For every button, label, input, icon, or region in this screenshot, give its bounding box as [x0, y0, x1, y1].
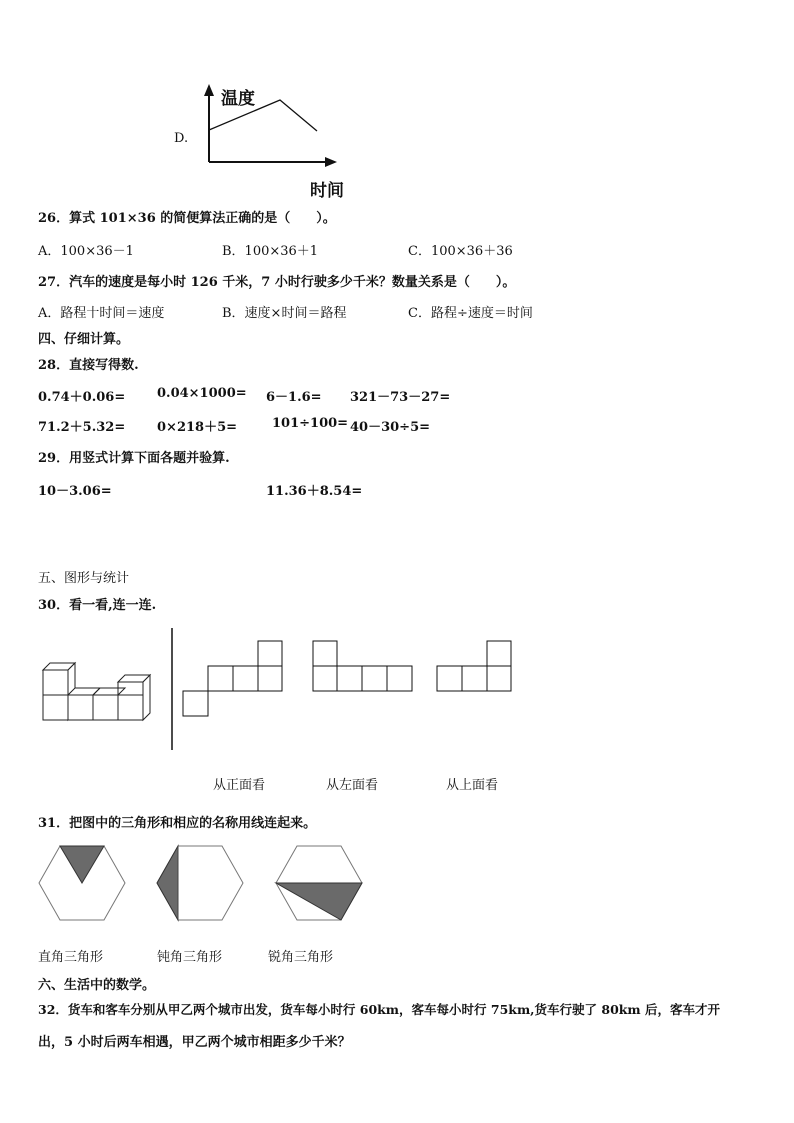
q28-r1-c2: 0.04×1000= — [157, 386, 247, 401]
q32-line-1: 32．货车和客车分别从甲乙两个城市出发，货车每小时行 60km，客车每小时行 75km,货车行驶了 80km 后，客车才开 — [38, 1002, 721, 1017]
q30-stem: 30．看一看,连一连. — [38, 598, 157, 613]
section-4-heading: 四、仔细计算。 — [38, 332, 130, 347]
q29-stem: 29．用竖式计算下面各题并验算. — [38, 451, 230, 466]
vertical-divider — [170, 628, 174, 752]
q28-stem: 28．直接写得数. — [38, 358, 139, 373]
view-label-left: 从左面看 — [326, 778, 379, 793]
q28-r1-c3: 6－1.6= — [266, 390, 322, 405]
q28-r1-c4: 321－73－27= — [350, 390, 451, 405]
triangle-name-obtuse: 钝角三角形 — [157, 950, 223, 965]
view-figure-1 — [183, 640, 285, 720]
q26-option-a: A．100×36－1 — [38, 244, 134, 259]
q28-r2-c3: 101÷100= — [272, 416, 349, 431]
graph-xlabel: 时间 — [310, 181, 344, 201]
cube-stack-figure — [40, 660, 160, 720]
q27-option-a: A．路程十时间＝速度 — [38, 306, 165, 321]
view-label-front: 从正面看 — [213, 778, 266, 793]
q26-stem: 26．算式 101×36 的简便算法正确的是（ ）。 — [38, 211, 336, 226]
q27-option-b: B．速度×时间＝路程 — [222, 306, 347, 321]
hexagon-figure-2 — [156, 843, 246, 923]
q29-item-1: 10－3.06= — [38, 484, 112, 499]
q26-option-b: B．100×36＋1 — [222, 244, 319, 259]
view-figure-3 — [436, 640, 516, 696]
q27-stem: 27．汽车的速度是每小时 126 千米，7 小时行驶多少千米？数量关系是（ ）。 — [38, 275, 516, 290]
option-d-label: D. — [174, 131, 189, 146]
triangle-name-right: 直角三角形 — [38, 950, 104, 965]
triangle-name-acute: 锐角三角形 — [268, 950, 334, 965]
y-axis-arrow-icon — [204, 84, 214, 96]
q29-item-2: 11.36＋8.54= — [266, 484, 363, 499]
q28-r2-c2: 0×218＋5= — [157, 420, 238, 435]
q28-r2-c1: 71.2＋5.32= — [38, 420, 126, 435]
q31-stem: 31．把图中的三角形和相应的名称用线连起来。 — [38, 816, 317, 831]
hexagon-figure-1 — [38, 843, 128, 923]
hexagon-figure-3 — [275, 843, 367, 923]
q26-option-c: C．100×36＋36 — [408, 244, 513, 259]
graph-ylabel: 温度 — [221, 89, 255, 109]
section-6-heading: 六、生活中的数学。 — [38, 978, 156, 993]
x-axis-arrow-icon — [325, 157, 337, 167]
view-figure-2 — [312, 640, 416, 696]
q27-option-c: C．路程÷速度＝时间 — [408, 306, 533, 321]
q28-r1-c1: 0.74＋0.06= — [38, 390, 126, 405]
view-label-top: 从上面看 — [446, 778, 499, 793]
q32-line-2: 出，5 小时后两车相遇，甲乙两个城市相距多少千米？ — [38, 1035, 351, 1050]
q28-r2-c4: 40－30÷5= — [350, 420, 431, 435]
section-5-heading: 五、图形与统计 — [38, 571, 130, 586]
